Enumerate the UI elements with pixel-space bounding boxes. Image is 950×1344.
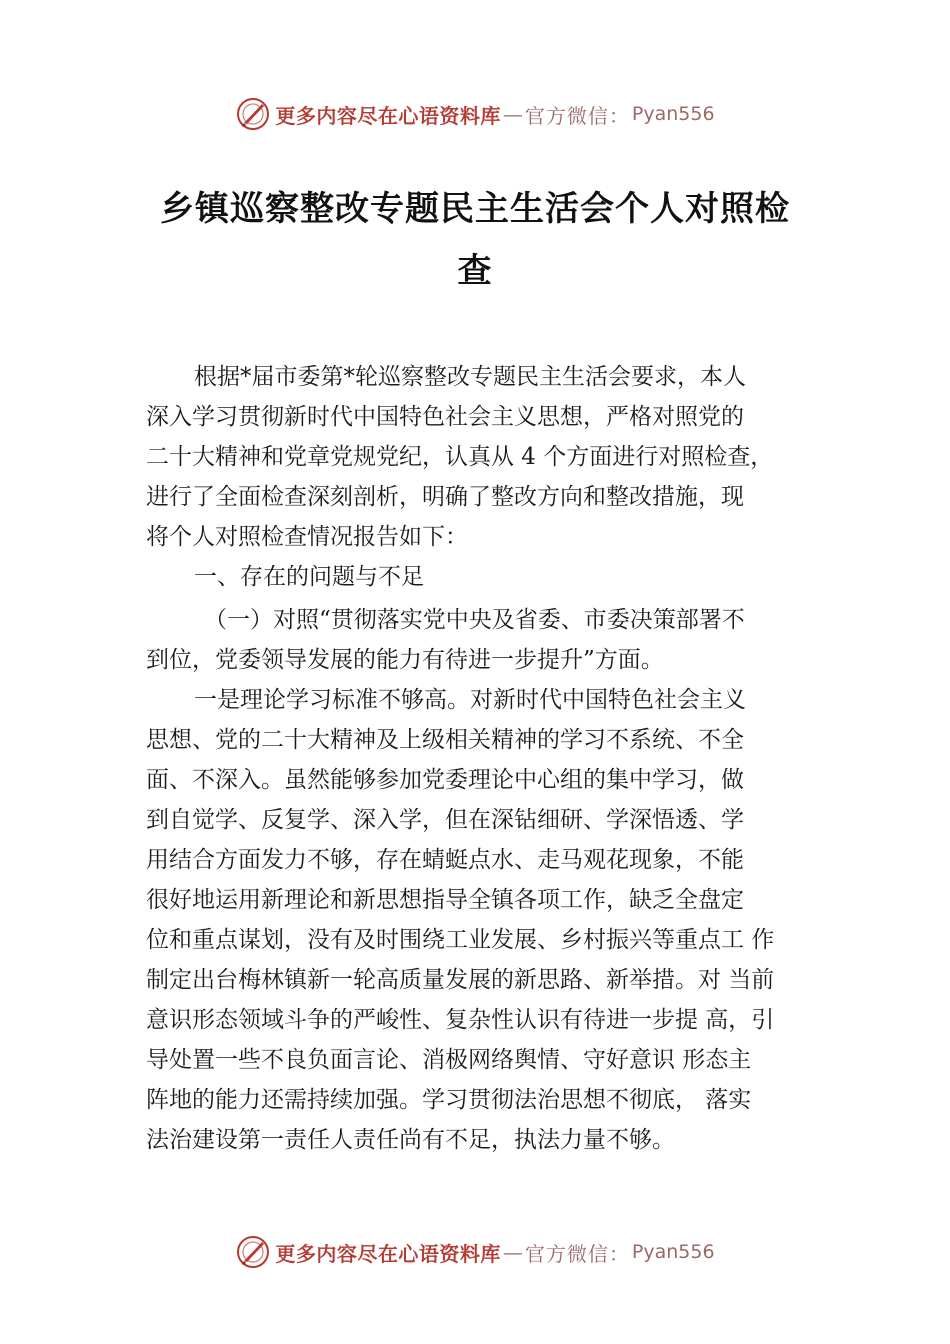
quill-pen-seal-icon [235, 96, 271, 132]
body-line: 位和重点谋划，没有及时围绕工业发展、乡村振兴等重点工 作 [146, 927, 775, 953]
footer-banner [0, 1232, 950, 1272]
title-line-2: 查 [457, 251, 493, 291]
banner-wechat-id: Pyan556 [631, 1241, 715, 1263]
body-line: 面、不深入。虽然能够参加党委理论中心组的集中学习，做 [146, 767, 744, 793]
body-line: 进行了全面检查深刻剖析，明确了整改方向和整改措施，现 [146, 484, 744, 510]
banner-main-text: 更多内容尽在心语资料库 [275, 1241, 501, 1266]
body-line: 到自觉学、反复学、深入学，但在深钻细研、学深悟透、学 [146, 807, 744, 833]
banner-separator: — [502, 1240, 523, 1264]
banner-separator: — [502, 102, 523, 126]
body-line: 意识形态领域斗争的严峻性、复杂性认识有待进一步提 高，引 [146, 1007, 775, 1033]
title-line-1: 乡镇巡察整改专题民主生活会个人对照检 [160, 189, 790, 229]
body-line: 很好地运用新理论和新思想指导全镇各项工作，缺乏全盘定 [146, 887, 744, 913]
banner-wechat-id: Pyan556 [631, 103, 715, 125]
banner-main-text: 更多内容尽在心语资料库 [275, 103, 501, 128]
header-banner [0, 94, 950, 134]
body-line: 制定出台梅林镇新一轮高质量发展的新思路、新举措。对 当前 [146, 967, 775, 993]
banner-wechat-label: 官方微信： [524, 103, 630, 128]
body-line: 根据*届市委第*轮巡察整改专题民主生活会要求，本人 [194, 364, 746, 390]
body-line: 阵地的能力还需持续加强。学习贯彻法治思想不彻底， 落实 [146, 1087, 752, 1113]
document-title [140, 178, 810, 302]
subsection-heading: （一）对照“贯彻落实党中央及省委、市委决策部署不 [204, 607, 745, 633]
document-body [146, 357, 836, 1160]
body-line: 深入学习贯彻新时代中国特色社会主义思想，严格对照党的 [146, 404, 744, 430]
quill-pen-seal-icon [235, 1234, 271, 1270]
body-line: 法治建设第一责任人责任尚有不足，执法力量不够。 [146, 1127, 675, 1153]
body-line: 到位，党委领导发展的能力有待进一步提升”方面。 [146, 647, 664, 673]
body-line: 导处置一些不良负面言论、消极网络舆情、守好意识 形态主 [146, 1047, 752, 1073]
body-line: 用结合方面发力不够，存在蜻蜓点水、走马观花现象，不能 [146, 847, 744, 873]
body-line: 二十大精神和党章党规党纪，认真从 4 个方面进行对照检查， [146, 444, 774, 470]
section-heading: 一、存在的问题与不足 [194, 564, 424, 590]
body-line: 一是理论学习标准不够高。对新时代中国特色社会主义 [194, 687, 746, 713]
body-line: 将个人对照检查情况报告如下： [146, 524, 468, 550]
body-line: 思想、党的二十大精神及上级相关精神的学习不系统、不全 [146, 727, 744, 753]
banner-wechat-label: 官方微信： [524, 1241, 630, 1266]
